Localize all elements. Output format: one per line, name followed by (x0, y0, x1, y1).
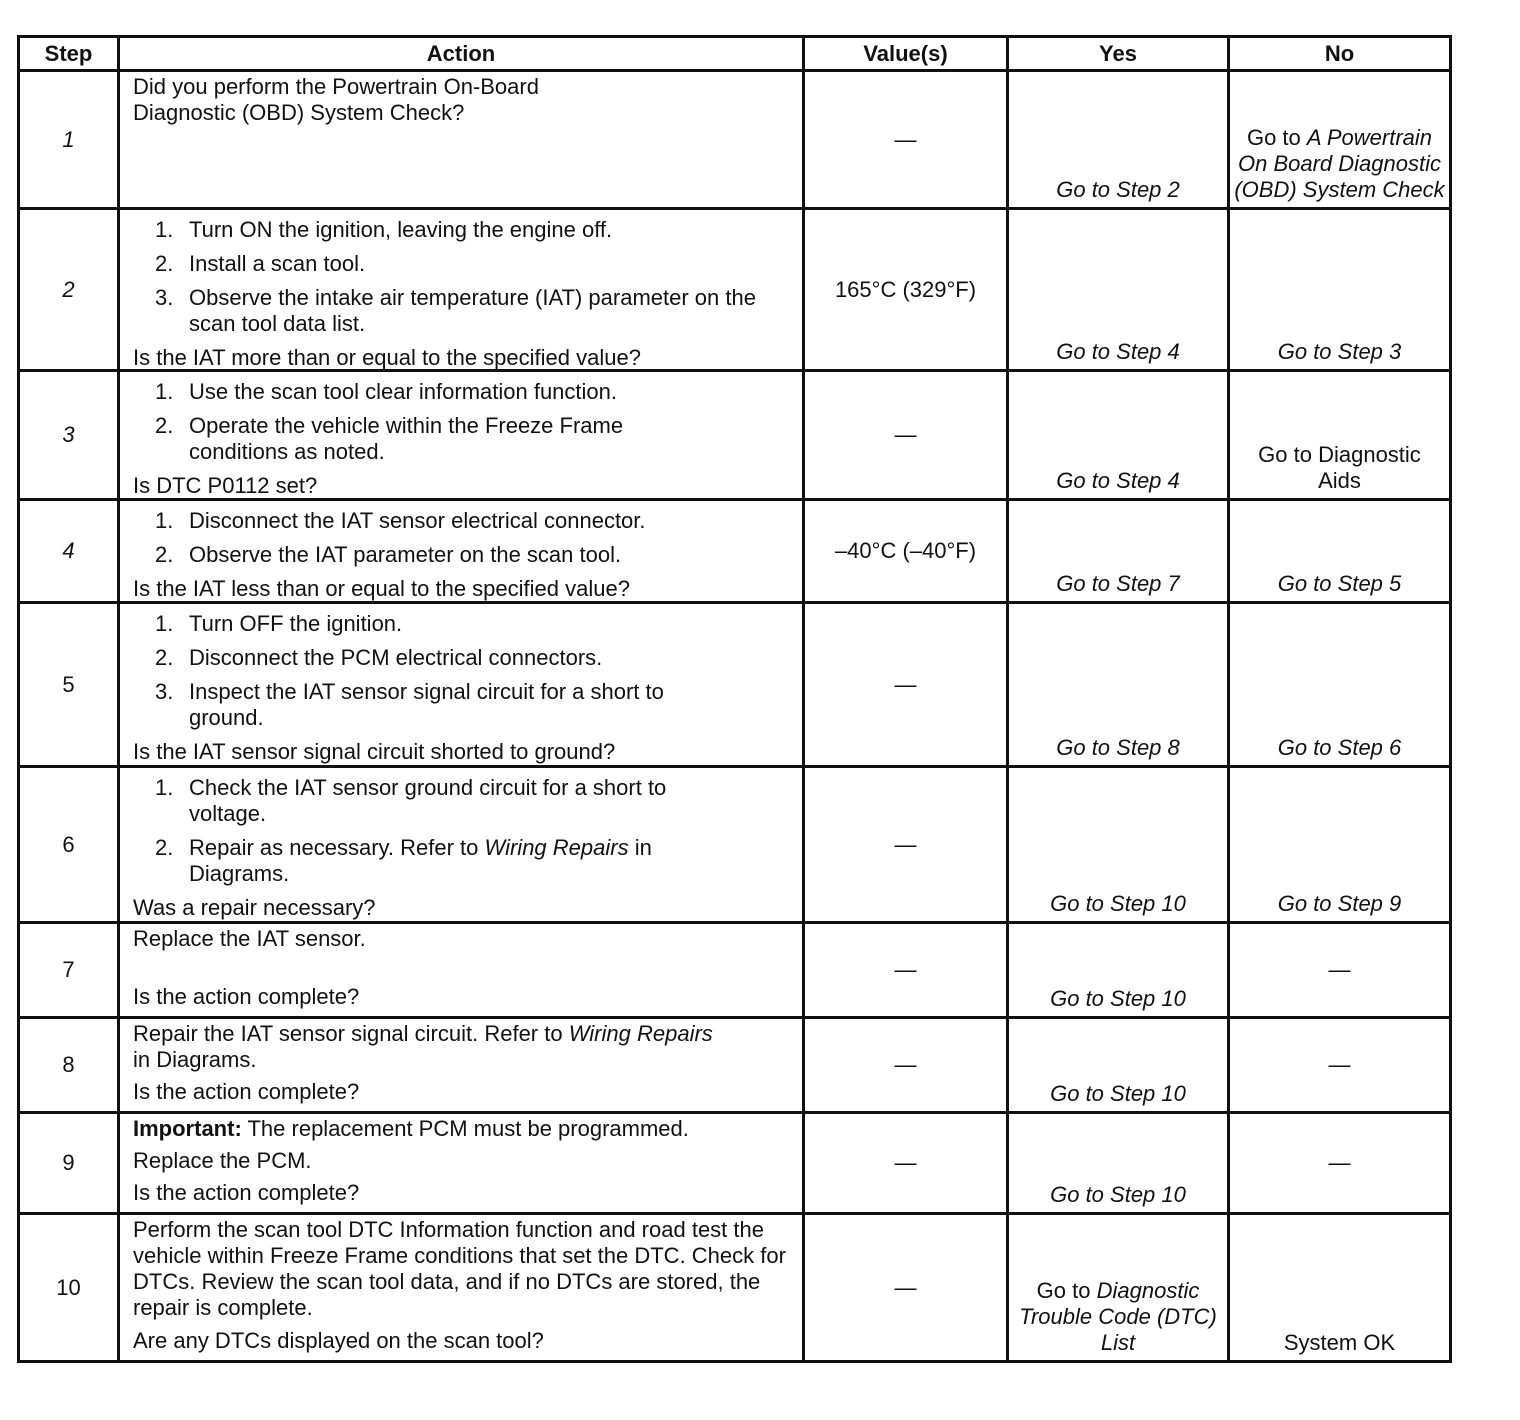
step-cell (19, 500, 119, 603)
list-item-text: Repair as necessary. Refer to (189, 835, 479, 860)
action-cell (119, 603, 804, 767)
value-text: –40°C (–40°F) (834, 538, 977, 563)
yes-cell (1008, 500, 1229, 603)
list-item-text: Turn OFF the ignition. (189, 611, 403, 636)
no-link[interactable]: Go to Step 9 (1277, 891, 1402, 916)
step-cell (19, 1113, 119, 1214)
action-cell (119, 371, 804, 500)
list-item-text: Install a scan tool. (189, 251, 366, 276)
yes-link[interactable]: Go to Step 10 (1050, 891, 1186, 916)
step-cell (19, 767, 119, 923)
yes-cell (1008, 371, 1229, 500)
value-cell (804, 371, 1008, 500)
table-row-step-2 (19, 209, 1451, 371)
value-text: — (894, 957, 917, 982)
yes-link[interactable]: Go to Step 7 (1056, 571, 1180, 596)
action-cell (119, 923, 804, 1018)
action-text (133, 1021, 733, 1073)
yes-prefix: Go to (1036, 1278, 1091, 1303)
table-row-step-6 (19, 767, 1451, 923)
table-row-step-1 (19, 71, 1451, 209)
value-text: — (894, 671, 917, 697)
list-item-text: Turn ON the ignition, leaving the engine off. (189, 217, 613, 242)
list-item: 3. Inspect the IAT sensor signal circuit for a short to ground. (155, 679, 664, 730)
step-cell (19, 371, 119, 500)
list-item: 1. Check the IAT sensor ground circuit for a short to voltage. (155, 775, 667, 826)
value-text: — (894, 1274, 917, 1300)
list-item: 2. Repair as necessary. Refer to Wiring Repairs in Diagrams. (155, 835, 652, 886)
important-label: Important: (133, 1116, 242, 1141)
list-item-text: Disconnect the PCM electrical connectors. (189, 645, 603, 670)
important-text: The replacement PCM must be programmed. (247, 1116, 689, 1141)
value-cell (804, 603, 1008, 767)
table-row-step-4 (19, 500, 1451, 603)
action-steps (133, 770, 796, 895)
action-text: Did you perform the Powertrain On-Board Diagnostic (OBD) System Check? (133, 74, 539, 125)
value-cell (804, 1113, 1008, 1214)
no-text: — (1328, 1052, 1351, 1077)
no-text: System OK (1283, 1330, 1396, 1355)
important-note (133, 1116, 796, 1142)
value-text: — (894, 126, 917, 152)
list-item-text: in Diagrams. (189, 835, 652, 886)
action-text-part: in Diagrams. (133, 1047, 257, 1072)
value-text: 165°C (329°F) (834, 276, 977, 302)
action-question: Is the action complete? (133, 984, 360, 1009)
no-cell (1229, 767, 1451, 923)
table-row-step-3 (19, 371, 1451, 500)
yes-link[interactable]: Go to Step 2 (1056, 177, 1180, 202)
step-number: 3 (62, 422, 75, 447)
yes-link[interactable]: Go to Step 10 (1050, 1182, 1186, 1207)
header-row (19, 37, 1451, 71)
no-cell (1229, 71, 1451, 209)
action-cell (119, 209, 804, 371)
step-cell (19, 209, 119, 371)
diagnostic-table (17, 35, 1452, 1363)
list-item: 3. Observe the intake air temperature (IAT) parameter on the scan tool data list. (155, 285, 756, 336)
list-item: 2. Install a scan tool. (155, 251, 366, 276)
no-cell (1229, 923, 1451, 1018)
no-cell (1229, 209, 1451, 371)
list-item-text: Observe the intake air temperature (IAT) parameter on the scan tool data list. (189, 285, 756, 336)
step-cell (19, 71, 119, 209)
table-row-step-10 (19, 1214, 1451, 1362)
yes-cell (1008, 1113, 1229, 1214)
yes-link[interactable]: Go to Step 10 (1050, 986, 1186, 1011)
header-no: No (1229, 37, 1451, 71)
step-cell (19, 1214, 119, 1362)
no-prefix: Go to (1246, 125, 1301, 150)
yes-cell (1008, 603, 1229, 767)
yes-link[interactable]: Diagnostic Trouble Code (DTC) List (1019, 1278, 1217, 1355)
wiring-repairs-link[interactable]: Wiring Repairs (568, 1021, 713, 1046)
action-question: Is the IAT more than or equal to the specified value? (133, 345, 641, 370)
step-number: 7 (62, 957, 75, 982)
yes-cell (1008, 767, 1229, 923)
no-cell (1229, 371, 1451, 500)
list-item: 2. Disconnect the PCM electrical connectors. (155, 645, 603, 670)
value-cell (804, 1018, 1008, 1113)
yes-cell (1008, 209, 1229, 371)
wiring-repairs-link[interactable]: Wiring Repairs (484, 835, 629, 860)
value-text: — (894, 422, 917, 447)
list-item: 1. Turn ON the ignition, leaving the engine off. (155, 217, 613, 242)
table-row-step-7 (19, 923, 1451, 1018)
action-steps (133, 606, 796, 739)
header-step: Step (19, 37, 119, 71)
no-cell (1229, 1113, 1451, 1214)
value-cell (804, 923, 1008, 1018)
no-text: — (1328, 1150, 1351, 1175)
action-steps (133, 212, 796, 345)
action-cell (119, 71, 804, 209)
no-link[interactable]: Go to Step 5 (1277, 571, 1402, 596)
value-cell (804, 209, 1008, 371)
yes-link[interactable]: Go to Step 8 (1056, 735, 1180, 760)
no-link[interactable]: Go to Diagnostic Aids (1258, 442, 1421, 493)
action-cell (119, 1018, 804, 1113)
list-item-text: Use the scan tool clear information function. (189, 379, 618, 404)
value-text: — (894, 1150, 917, 1175)
action-text: Replace the PCM. (133, 1148, 312, 1173)
action-steps (133, 374, 796, 473)
action-question: Is DTC P0112 set? (133, 473, 318, 498)
list-item: 1. Disconnect the IAT sensor electrical connector. (155, 508, 646, 533)
action-text: Replace the IAT sensor. (133, 926, 366, 951)
no-cell (1229, 1214, 1451, 1362)
action-question: Was a repair necessary? (133, 895, 376, 920)
list-item-text: Check the IAT sensor ground circuit for a short to voltage. (189, 775, 667, 826)
list-item: 1. Turn OFF the ignition. (155, 611, 403, 636)
value-cell (804, 500, 1008, 603)
step-number: 2 (62, 276, 75, 302)
step-number: 4 (62, 538, 75, 563)
header-yes: Yes (1008, 37, 1229, 71)
step-number: 9 (62, 1150, 75, 1175)
value-cell (804, 1214, 1008, 1362)
value-cell (804, 767, 1008, 923)
table-row-step-8 (19, 1018, 1451, 1113)
yes-link[interactable]: Go to Step 10 (1050, 1081, 1186, 1106)
header-values: Value(s) (804, 37, 1008, 71)
table-row-step-5 (19, 603, 1451, 767)
action-text: Perform the scan tool DTC Information function and road test the vehicle within Freeze Frame conditions that set the DTC. Check for DTCs. Review the scan tool data, and if no DTCs are stored, the repair is complete. (133, 1217, 786, 1320)
yes-cell (1008, 1018, 1229, 1113)
list-item-text: Disconnect the IAT sensor electrical connector. (189, 508, 646, 533)
yes-link[interactable]: Go to Step 4 (1056, 468, 1180, 493)
list-item-text: Inspect the IAT sensor signal circuit for a short to ground. (189, 679, 664, 730)
no-link[interactable]: A Powertrain On Board Diagnostic (OBD) System Check (1234, 125, 1445, 202)
no-cell (1229, 1018, 1451, 1113)
list-item: 2. Operate the vehicle within the Freeze Frame conditions as noted. (155, 413, 624, 464)
yes-cell (1008, 1214, 1229, 1362)
step-number: 8 (62, 1052, 75, 1077)
step-number: 10 (56, 1274, 81, 1300)
step-number: 1 (62, 126, 75, 152)
action-cell (119, 500, 804, 603)
step-number: 5 (62, 671, 75, 697)
action-question: Is the IAT sensor signal circuit shorted to ground? (133, 739, 616, 764)
table-row-step-9 (19, 1113, 1451, 1214)
action-steps (133, 503, 796, 576)
no-link[interactable]: Go to Step 6 (1277, 735, 1402, 760)
no-cell (1229, 603, 1451, 767)
action-question: Are any DTCs displayed on the scan tool? (133, 1328, 544, 1353)
no-text: — (1328, 957, 1351, 982)
no-cell (1229, 500, 1451, 603)
value-text: — (894, 831, 917, 857)
yes-link[interactable]: Go to Step 4 (1056, 339, 1180, 364)
action-question: Is the action complete? (133, 1079, 360, 1104)
list-item: 1. Use the scan tool clear information function. (155, 379, 618, 404)
action-question: Is the IAT less than or equal to the specified value? (133, 576, 630, 601)
action-cell (119, 1214, 804, 1362)
header-action: Action (119, 37, 804, 71)
action-cell (119, 767, 804, 923)
no-link[interactable]: Go to Step 3 (1277, 339, 1402, 364)
list-item-text: Observe the IAT parameter on the scan tool. (189, 542, 622, 567)
action-question: Is the action complete? (133, 1180, 360, 1205)
yes-cell (1008, 71, 1229, 209)
list-item: 2. Observe the IAT parameter on the scan tool. (155, 542, 622, 567)
action-cell (119, 1113, 804, 1214)
value-cell (804, 71, 1008, 209)
yes-cell (1008, 923, 1229, 1018)
value-text: — (894, 1052, 917, 1077)
step-number: 6 (62, 831, 75, 857)
step-cell (19, 603, 119, 767)
step-cell (19, 923, 119, 1018)
step-cell (19, 1018, 119, 1113)
action-text-part: Repair the IAT sensor signal circuit. Refer to (133, 1021, 563, 1046)
list-item-text: Operate the vehicle within the Freeze Frame conditions as noted. (189, 413, 624, 464)
